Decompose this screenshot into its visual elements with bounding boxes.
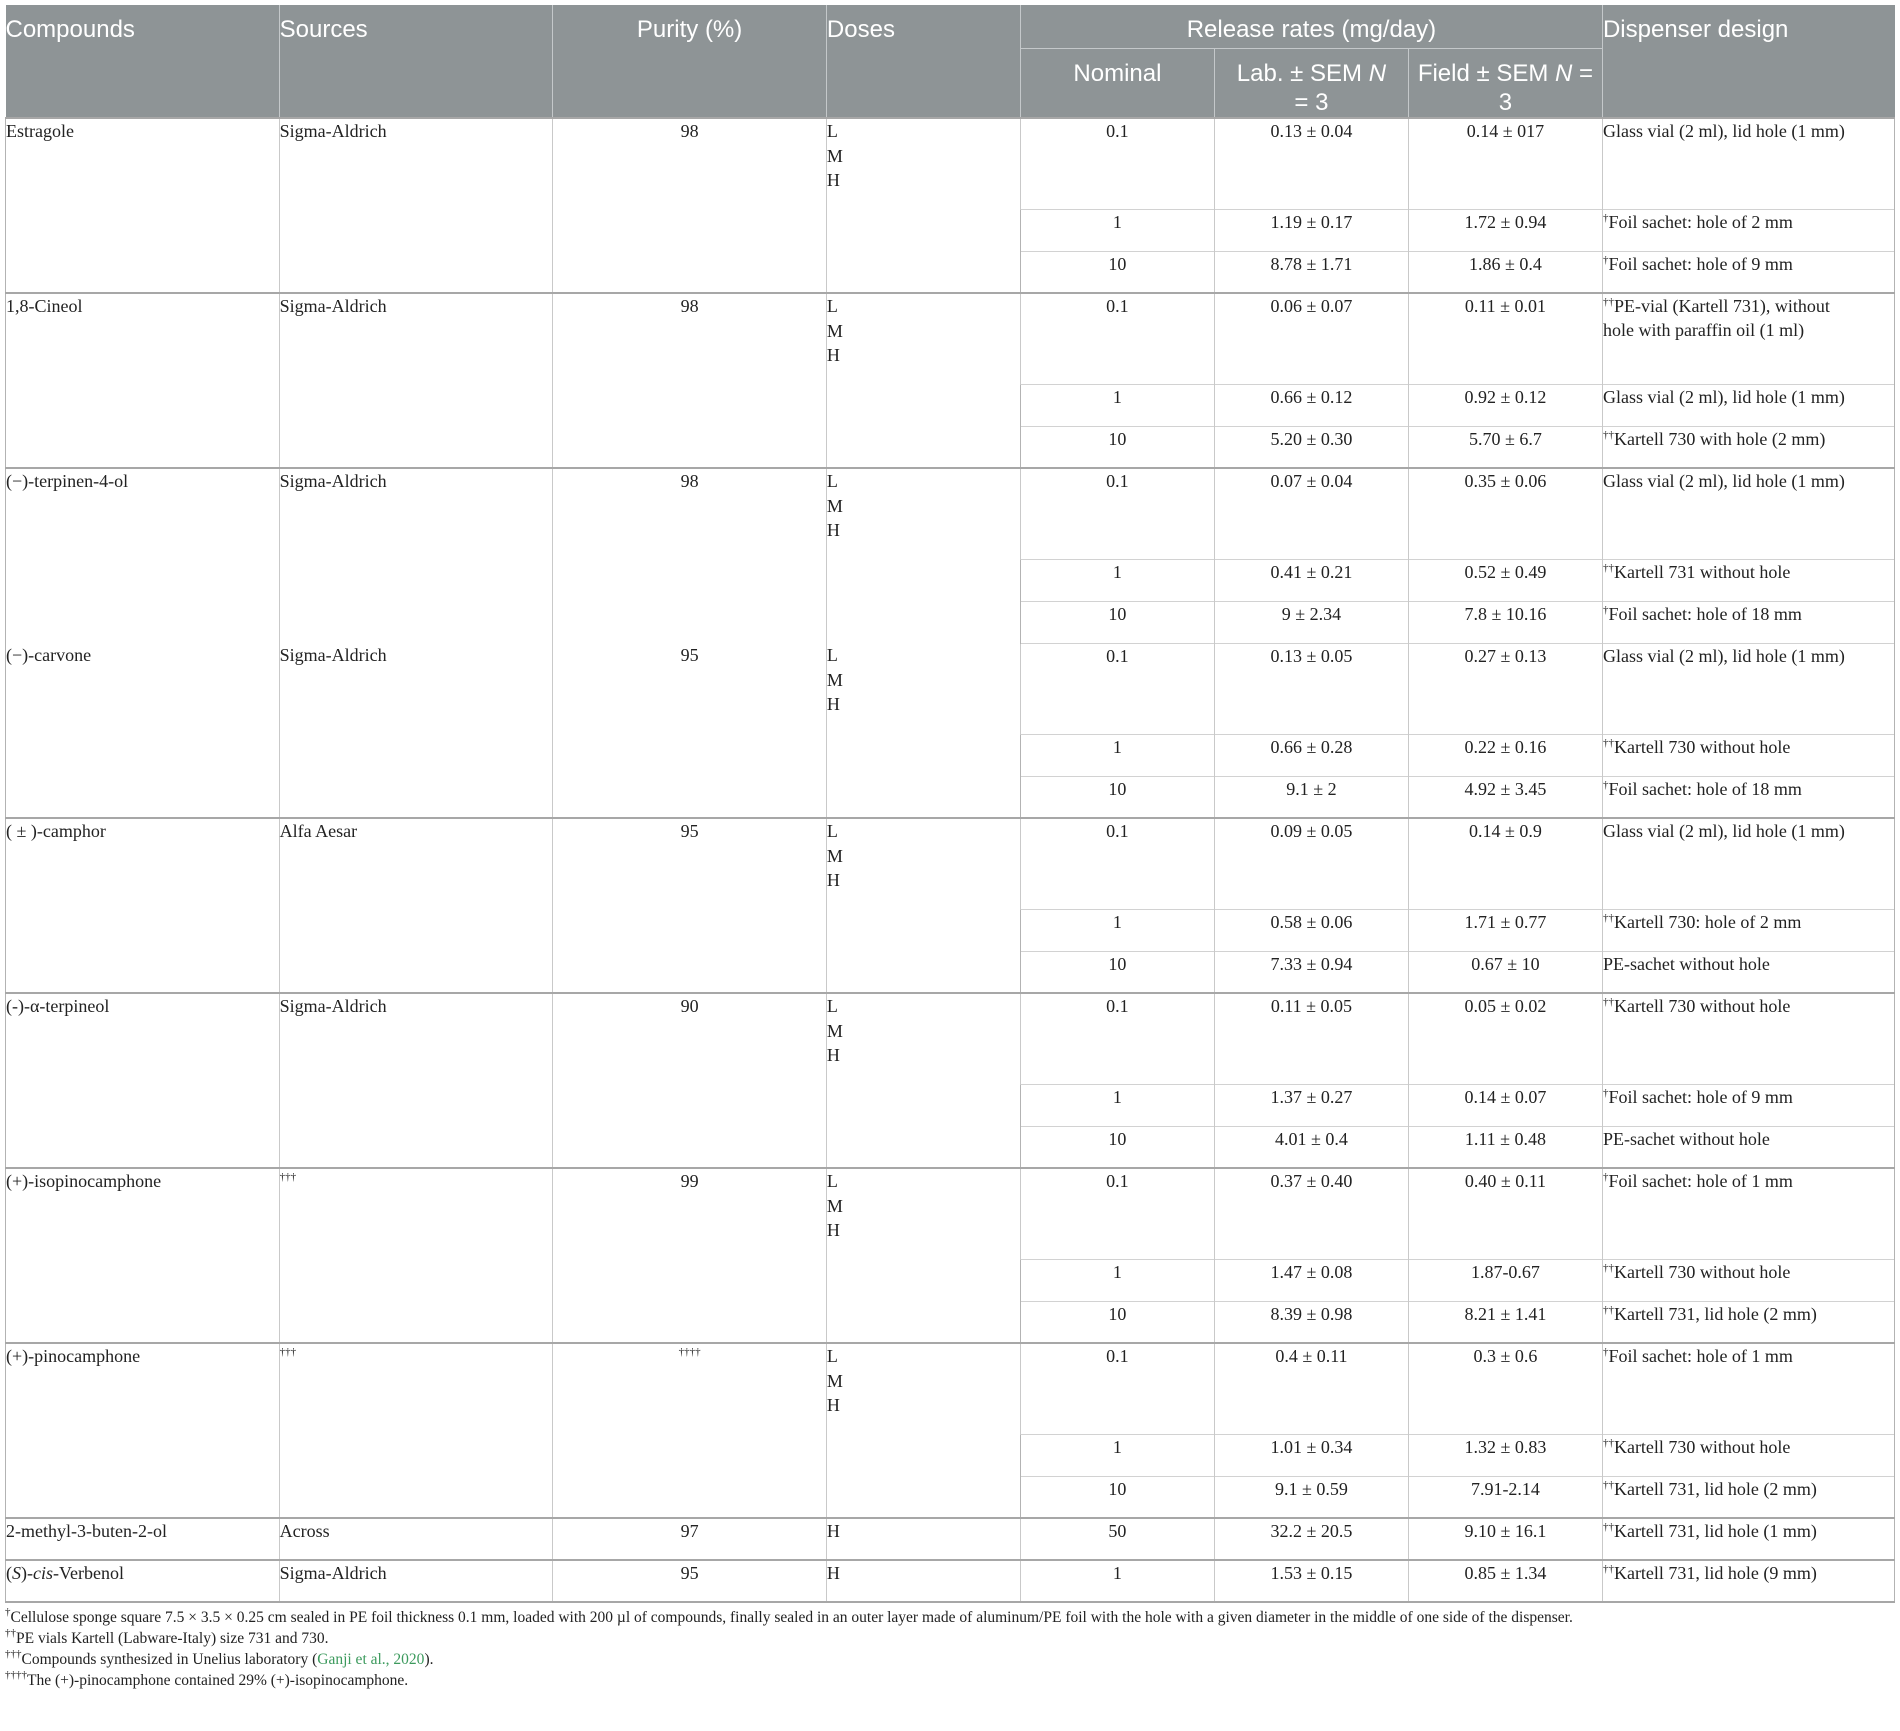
- footnote-mark: ††: [1602, 296, 1614, 308]
- lab-rate: 0.13 ± 0.04: [1214, 118, 1408, 209]
- compound-doses: [826, 1168, 1020, 1343]
- dispenser-design: [1602, 1126, 1894, 1168]
- header-sources: Sources: [279, 5, 553, 118]
- compound-source: [279, 1168, 553, 1343]
- dose-l: L: [826, 821, 838, 841]
- header-lab-sem: [1214, 48, 1408, 118]
- header-field-sem: [1408, 48, 1602, 118]
- footnote-mark: ††††: [5, 1669, 27, 1681]
- design-text: Kartell 730 without hole: [1613, 1261, 1791, 1282]
- dose-l: L: [826, 996, 838, 1016]
- dispenser-design: [1602, 293, 1894, 384]
- lab-rate: 0.66 ± 0.28: [1214, 734, 1408, 776]
- lab-rate: 7.33 ± 0.94: [1214, 951, 1408, 993]
- footnote: [5, 1670, 1895, 1691]
- nominal-rate: 1: [1020, 1084, 1214, 1126]
- compound-name: (−)-terpinen-4-ol: [6, 468, 280, 643]
- compound-doses: [826, 643, 1020, 818]
- compound-purity: 99: [553, 1168, 827, 1343]
- design-text: Foil sachet: hole of 9 mm: [1608, 253, 1793, 274]
- lab-rate: 32.2 ± 20.5: [1214, 1518, 1408, 1560]
- header-lab-prefix: Lab. ± SEM: [1236, 59, 1369, 87]
- footnote-mark: †: [1602, 778, 1609, 791]
- release-rate-table: [5, 5, 1895, 1603]
- design-text: Kartell 730: hole of 2 mm: [1613, 911, 1802, 932]
- dose-l: L: [826, 645, 838, 665]
- dispenser-design: [1602, 251, 1894, 293]
- design-text: Kartell 730 with hole (2 mm): [1613, 428, 1826, 449]
- header-doses: Doses: [826, 5, 1020, 118]
- table-row: [6, 818, 1895, 909]
- name-part: )-: [21, 1563, 33, 1583]
- footnote: [5, 1649, 1895, 1670]
- field-rate: 0.3 ± 0.6: [1408, 1343, 1602, 1434]
- compound-purity: 90: [553, 993, 827, 1168]
- footnote-text: The (+)-pinocamphone contained 29% (+)-isopinocamphone.: [27, 1672, 409, 1689]
- compound-doses: [826, 118, 1020, 293]
- field-rate: 4.92 ± 3.45: [1408, 776, 1602, 818]
- dose-l: L: [826, 296, 838, 316]
- footnote-mark: †: [1602, 1346, 1609, 1358]
- dispenser-design: [1602, 1259, 1894, 1301]
- design-text: Kartell 730 without hole: [1613, 996, 1791, 1016]
- nominal-rate: 1: [1020, 1434, 1214, 1476]
- footnote-mark: †: [1602, 253, 1609, 266]
- lab-rate: 0.41 ± 0.21: [1214, 559, 1408, 601]
- dose-h: H: [826, 870, 840, 890]
- design-text: Glass vial (2 ml), lid hole (1 mm): [1602, 645, 1845, 666]
- table-row: [6, 1168, 1895, 1259]
- nominal-rate: 0.1: [1020, 818, 1214, 909]
- field-rate: 8.21 ± 1.41: [1408, 1301, 1602, 1343]
- table-row: [6, 1518, 1895, 1560]
- dose-m: M: [826, 1020, 843, 1041]
- dose-h: H: [826, 1220, 840, 1240]
- compound-name: Estragole: [6, 118, 280, 293]
- design-text-line2: hole with paraffin oil (1 ml): [1602, 320, 1805, 340]
- nominal-rate: 0.1: [1020, 643, 1214, 734]
- compound-source: Sigma-Aldrich: [279, 643, 553, 818]
- table-row: [6, 468, 1895, 559]
- nominal-rate: 0.1: [1020, 1343, 1214, 1434]
- design-text: Foil sachet: hole of 9 mm: [1608, 1086, 1793, 1107]
- lab-rate: 0.11 ± 0.05: [1214, 993, 1408, 1084]
- dose-l: L: [826, 1346, 838, 1366]
- design-text: Kartell 731, lid hole (2 mm): [1613, 1478, 1817, 1499]
- compound-purity: 95: [553, 643, 827, 818]
- header-release-rates: Release rates (mg/day): [1020, 5, 1602, 48]
- nominal-rate: 1: [1020, 559, 1214, 601]
- dispenser-design: [1602, 951, 1894, 993]
- design-text: Foil sachet: hole of 1 mm: [1608, 1346, 1793, 1366]
- dose-m: M: [826, 845, 843, 866]
- field-rate: 0.05 ± 0.02: [1408, 993, 1602, 1084]
- field-rate: 1.11 ± 0.48: [1408, 1126, 1602, 1168]
- nominal-rate: 10: [1020, 776, 1214, 818]
- field-rate: 0.14 ± 0.9: [1408, 818, 1602, 909]
- dose-m: M: [826, 495, 843, 516]
- footnote-mark: ††: [1602, 736, 1614, 749]
- field-rate: 0.11 ± 0.01: [1408, 293, 1602, 384]
- field-rate: 1.32 ± 0.83: [1408, 1434, 1602, 1476]
- compound-name: ( ± )-camphor: [6, 818, 280, 993]
- lab-rate: 1.53 ± 0.15: [1214, 1560, 1408, 1602]
- field-rate: 5.70 ± 6.7: [1408, 426, 1602, 468]
- field-rate: 1.87-0.67: [1408, 1259, 1602, 1301]
- field-rate: 0.35 ± 0.06: [1408, 468, 1602, 559]
- footnote-mark: ††: [1602, 1521, 1614, 1533]
- nominal-rate: 1: [1020, 734, 1214, 776]
- dispenser-design: [1602, 1560, 1894, 1602]
- compound-source: Across: [279, 1518, 553, 1560]
- compound-source: [279, 1343, 553, 1518]
- compound-name: [6, 1560, 280, 1602]
- compound-purity: 98: [553, 468, 827, 643]
- dispenser-design: [1602, 559, 1894, 601]
- design-text: PE-vial (Kartell 731), without: [1613, 296, 1830, 316]
- lab-rate: 0.58 ± 0.06: [1214, 909, 1408, 951]
- header-field-prefix: Field ± SEM: [1417, 59, 1556, 87]
- dose-m: M: [826, 669, 843, 690]
- footnote-mark: †: [1602, 1171, 1609, 1183]
- footnote-mark: ††: [1602, 1478, 1614, 1491]
- dispenser-design: [1602, 601, 1894, 643]
- lab-rate: 1.37 ± 0.27: [1214, 1084, 1408, 1126]
- table-row: [6, 1343, 1895, 1434]
- compound-doses: [826, 993, 1020, 1168]
- compound-doses: H: [826, 1560, 1020, 1602]
- header-lab-suffix: = 3: [1294, 88, 1329, 116]
- lab-rate: 9 ± 2.34: [1214, 601, 1408, 643]
- dispenser-design: [1602, 468, 1894, 559]
- nominal-rate: 1: [1020, 909, 1214, 951]
- design-text: PE-sachet without hole: [1602, 1128, 1770, 1149]
- nominal-rate: 1: [1020, 384, 1214, 426]
- name-part: cis: [33, 1563, 53, 1583]
- dose-m: M: [826, 1370, 843, 1391]
- field-rate: 0.67 ± 10: [1408, 951, 1602, 993]
- design-text: Kartell 731, lid hole (2 mm): [1613, 1303, 1817, 1324]
- footnote-mark: †††: [5, 1648, 22, 1660]
- field-rate: 7.8 ± 10.16: [1408, 601, 1602, 643]
- dose-h: H: [826, 694, 840, 714]
- table-row: [6, 293, 1895, 384]
- dose-l: L: [826, 121, 838, 141]
- dose-m: M: [826, 1195, 843, 1216]
- footnote-mark: ††: [1602, 911, 1614, 924]
- compound-doses: [826, 293, 1020, 468]
- lab-rate: 0.37 ± 0.40: [1214, 1168, 1408, 1259]
- lab-rate: 0.4 ± 0.11: [1214, 1343, 1408, 1434]
- design-text: Foil sachet: hole of 18 mm: [1608, 778, 1802, 799]
- footnote-mark: †: [1602, 1086, 1609, 1099]
- nominal-rate: 0.1: [1020, 993, 1214, 1084]
- dose-h: H: [826, 1395, 840, 1415]
- footnote-text: PE vials Kartell (Labware-Italy) size 731 and 730.: [16, 1630, 329, 1647]
- design-text: Glass vial (2 ml), lid hole (1 mm): [1602, 471, 1845, 491]
- field-rate: 1.72 ± 0.94: [1408, 209, 1602, 251]
- footnote: [5, 1607, 1895, 1628]
- nominal-rate: 10: [1020, 1301, 1214, 1343]
- nominal-rate: 10: [1020, 601, 1214, 643]
- field-rate: 0.14 ± 017: [1408, 118, 1602, 209]
- dose-m: M: [826, 320, 843, 341]
- dispenser-design: [1602, 1476, 1894, 1518]
- field-rate: 0.22 ± 0.16: [1408, 734, 1602, 776]
- design-text: Glass vial (2 ml), lid hole (1 mm): [1602, 386, 1845, 407]
- nominal-rate: 10: [1020, 951, 1214, 993]
- nominal-rate: 1: [1020, 209, 1214, 251]
- dispenser-design: [1602, 384, 1894, 426]
- compound-purity: 98: [553, 118, 827, 293]
- nominal-rate: 1: [1020, 1259, 1214, 1301]
- compound-doses: [826, 818, 1020, 993]
- document: [5, 5, 1895, 1691]
- nominal-rate: 0.1: [1020, 1168, 1214, 1259]
- compound-source: Sigma-Aldrich: [279, 993, 553, 1168]
- footnote-mark: †: [1602, 211, 1609, 224]
- dose-h: H: [826, 170, 840, 190]
- nominal-rate: 0.1: [1020, 118, 1214, 209]
- dose-h: H: [826, 345, 840, 365]
- compound-source: Alfa Aesar: [279, 818, 553, 993]
- field-rate: 7.91-2.14: [1408, 1476, 1602, 1518]
- field-rate: 0.40 ± 0.11: [1408, 1168, 1602, 1259]
- footnote-mark: ††: [1602, 1436, 1614, 1449]
- dispenser-design: [1602, 209, 1894, 251]
- citation-link[interactable]: Ganji et al., 2020: [317, 1651, 425, 1668]
- header-nominal: Nominal: [1020, 48, 1214, 118]
- nominal-rate: 10: [1020, 1126, 1214, 1168]
- design-text: Kartell 731, lid hole (1 mm): [1613, 1521, 1817, 1541]
- name-part: S: [12, 1563, 21, 1583]
- dispenser-design: [1602, 734, 1894, 776]
- footnote-mark: ††: [1602, 1261, 1614, 1274]
- footnote-mark: ††: [1602, 996, 1614, 1008]
- compound-doses: [826, 468, 1020, 643]
- compound-purity: 98: [553, 293, 827, 468]
- design-text: Glass vial (2 ml), lid hole (1 mm): [1602, 121, 1845, 141]
- field-rate: 9.10 ± 16.1: [1408, 1518, 1602, 1560]
- field-rate: 1.71 ± 0.77: [1408, 909, 1602, 951]
- nominal-rate: 10: [1020, 251, 1214, 293]
- header-field-suffix: = 3: [1498, 59, 1594, 116]
- nominal-rate: 10: [1020, 426, 1214, 468]
- design-text: Kartell 730 without hole: [1613, 736, 1791, 757]
- header-field-n: N: [1555, 59, 1573, 87]
- footnote-mark: ††††: [678, 1346, 701, 1358]
- compound-purity: 97: [553, 1518, 827, 1560]
- lab-rate: 0.07 ± 0.04: [1214, 468, 1408, 559]
- dose-h: H: [826, 1045, 840, 1065]
- compound-source: Sigma-Aldrich: [279, 293, 553, 468]
- field-rate: 0.92 ± 0.12: [1408, 384, 1602, 426]
- table-row: [6, 1560, 1895, 1602]
- nominal-rate: 0.1: [1020, 293, 1214, 384]
- compound-source: Sigma-Aldrich: [279, 118, 553, 293]
- table-row: [6, 643, 1895, 734]
- compound-name: (−)-carvone: [6, 643, 280, 818]
- dispenser-design: [1602, 1518, 1894, 1560]
- design-text: PE-sachet without hole: [1602, 953, 1770, 974]
- lab-rate: 9.1 ± 0.59: [1214, 1476, 1408, 1518]
- footnote-mark: ††: [5, 1627, 16, 1639]
- field-rate: 0.85 ± 1.34: [1408, 1560, 1602, 1602]
- footnote-text: ).: [424, 1651, 434, 1668]
- header-compounds: Compounds: [6, 5, 280, 118]
- dose-l: L: [826, 471, 838, 491]
- dispenser-design: [1602, 1084, 1894, 1126]
- design-text: Foil sachet: hole of 2 mm: [1608, 211, 1793, 232]
- lab-rate: 1.47 ± 0.08: [1214, 1259, 1408, 1301]
- footnote-mark: †††: [279, 1171, 297, 1183]
- header-dispenser-design: Dispenser design: [1602, 5, 1894, 118]
- lab-rate: 0.06 ± 0.07: [1214, 293, 1408, 384]
- compound-name: (+)-isopinocamphone: [6, 1168, 280, 1343]
- dose-m: M: [826, 145, 843, 166]
- nominal-rate: 0.1: [1020, 468, 1214, 559]
- dispenser-design: [1602, 643, 1894, 734]
- footnote-mark: †: [5, 1606, 11, 1618]
- field-rate: 0.14 ± 0.07: [1408, 1084, 1602, 1126]
- footnote-mark: ††: [1602, 1303, 1614, 1316]
- compound-doses: H: [826, 1518, 1020, 1560]
- header-lab-n: N: [1368, 59, 1387, 87]
- lab-rate: 8.78 ± 1.71: [1214, 251, 1408, 293]
- field-rate: 1.86 ± 0.4: [1408, 251, 1602, 293]
- footnote-mark: †: [1602, 603, 1609, 616]
- dispenser-design: [1602, 818, 1894, 909]
- compound-purity: 95: [553, 818, 827, 993]
- compound-purity: 95: [553, 1560, 827, 1602]
- nominal-rate: 50: [1020, 1518, 1214, 1560]
- dose-l: L: [826, 1171, 838, 1191]
- nominal-rate: 10: [1020, 1476, 1214, 1518]
- lab-rate: 1.19 ± 0.17: [1214, 209, 1408, 251]
- dispenser-design: [1602, 1343, 1894, 1434]
- lab-rate: 9.1 ± 2: [1214, 776, 1408, 818]
- dispenser-design: [1602, 1168, 1894, 1259]
- design-text: Foil sachet: hole of 18 mm: [1608, 603, 1802, 624]
- name-part: (: [6, 1563, 12, 1583]
- design-text: Glass vial (2 ml), lid hole (1 mm): [1602, 821, 1845, 841]
- table-row: [6, 118, 1895, 209]
- name-part: -Verbenol: [53, 1563, 124, 1583]
- design-text: Kartell 730 without hole: [1613, 1436, 1791, 1457]
- design-text: Foil sachet: hole of 1 mm: [1608, 1171, 1793, 1191]
- compound-source: Sigma-Aldrich: [279, 1560, 553, 1602]
- lab-rate: 0.66 ± 0.12: [1214, 384, 1408, 426]
- footnote-mark: ††: [1602, 561, 1614, 574]
- lab-rate: 1.01 ± 0.34: [1214, 1434, 1408, 1476]
- design-text: Kartell 731 without hole: [1613, 561, 1791, 582]
- dispenser-design: [1602, 1301, 1894, 1343]
- field-rate: 0.52 ± 0.49: [1408, 559, 1602, 601]
- field-rate: 0.27 ± 0.13: [1408, 643, 1602, 734]
- nominal-rate: 1: [1020, 1560, 1214, 1602]
- footnote-mark: ††: [1602, 1563, 1614, 1575]
- dose-h: H: [826, 520, 840, 540]
- dispenser-design: [1602, 118, 1894, 209]
- lab-rate: 4.01 ± 0.4: [1214, 1126, 1408, 1168]
- footnote-mark: †††: [279, 1346, 297, 1358]
- dispenser-design: [1602, 1434, 1894, 1476]
- lab-rate: 8.39 ± 0.98: [1214, 1301, 1408, 1343]
- footnote-text: Cellulose sponge square 7.5 × 3.5 × 0.25 cm sealed in PE foil thickness 0.1 mm, loaded with 200 µl of compounds, finally sealed in an outer layer made of aluminum/PE foil with the hole with a given diameter in the middle of one side of the dispenser.: [10, 1609, 1573, 1626]
- design-text: Kartell 731, lid hole (9 mm): [1613, 1563, 1817, 1583]
- compound-purity: [553, 1343, 827, 1518]
- lab-rate: 0.09 ± 0.05: [1214, 818, 1408, 909]
- dispenser-design: [1602, 993, 1894, 1084]
- footnote: [5, 1628, 1895, 1649]
- compound-name: 2-methyl-3-buten-2-ol: [6, 1518, 280, 1560]
- dispenser-design: [1602, 776, 1894, 818]
- footnotes: [5, 1607, 1895, 1691]
- table-row: [6, 993, 1895, 1084]
- compound-doses: [826, 1343, 1020, 1518]
- lab-rate: 5.20 ± 0.30: [1214, 426, 1408, 468]
- footnote-text: Compounds synthesized in Unelius laboratory (: [21, 1651, 318, 1668]
- compound-name: (+)-pinocamphone: [6, 1343, 280, 1518]
- dispenser-design: [1602, 909, 1894, 951]
- header-purity: Purity (%): [553, 5, 827, 118]
- dispenser-design: [1602, 426, 1894, 468]
- compound-name: 1,8-Cineol: [6, 293, 280, 468]
- compound-name: (-)-α-terpineol: [6, 993, 280, 1168]
- footnote-mark: ††: [1602, 428, 1614, 441]
- lab-rate: 0.13 ± 0.05: [1214, 643, 1408, 734]
- compound-source: Sigma-Aldrich: [279, 468, 553, 643]
